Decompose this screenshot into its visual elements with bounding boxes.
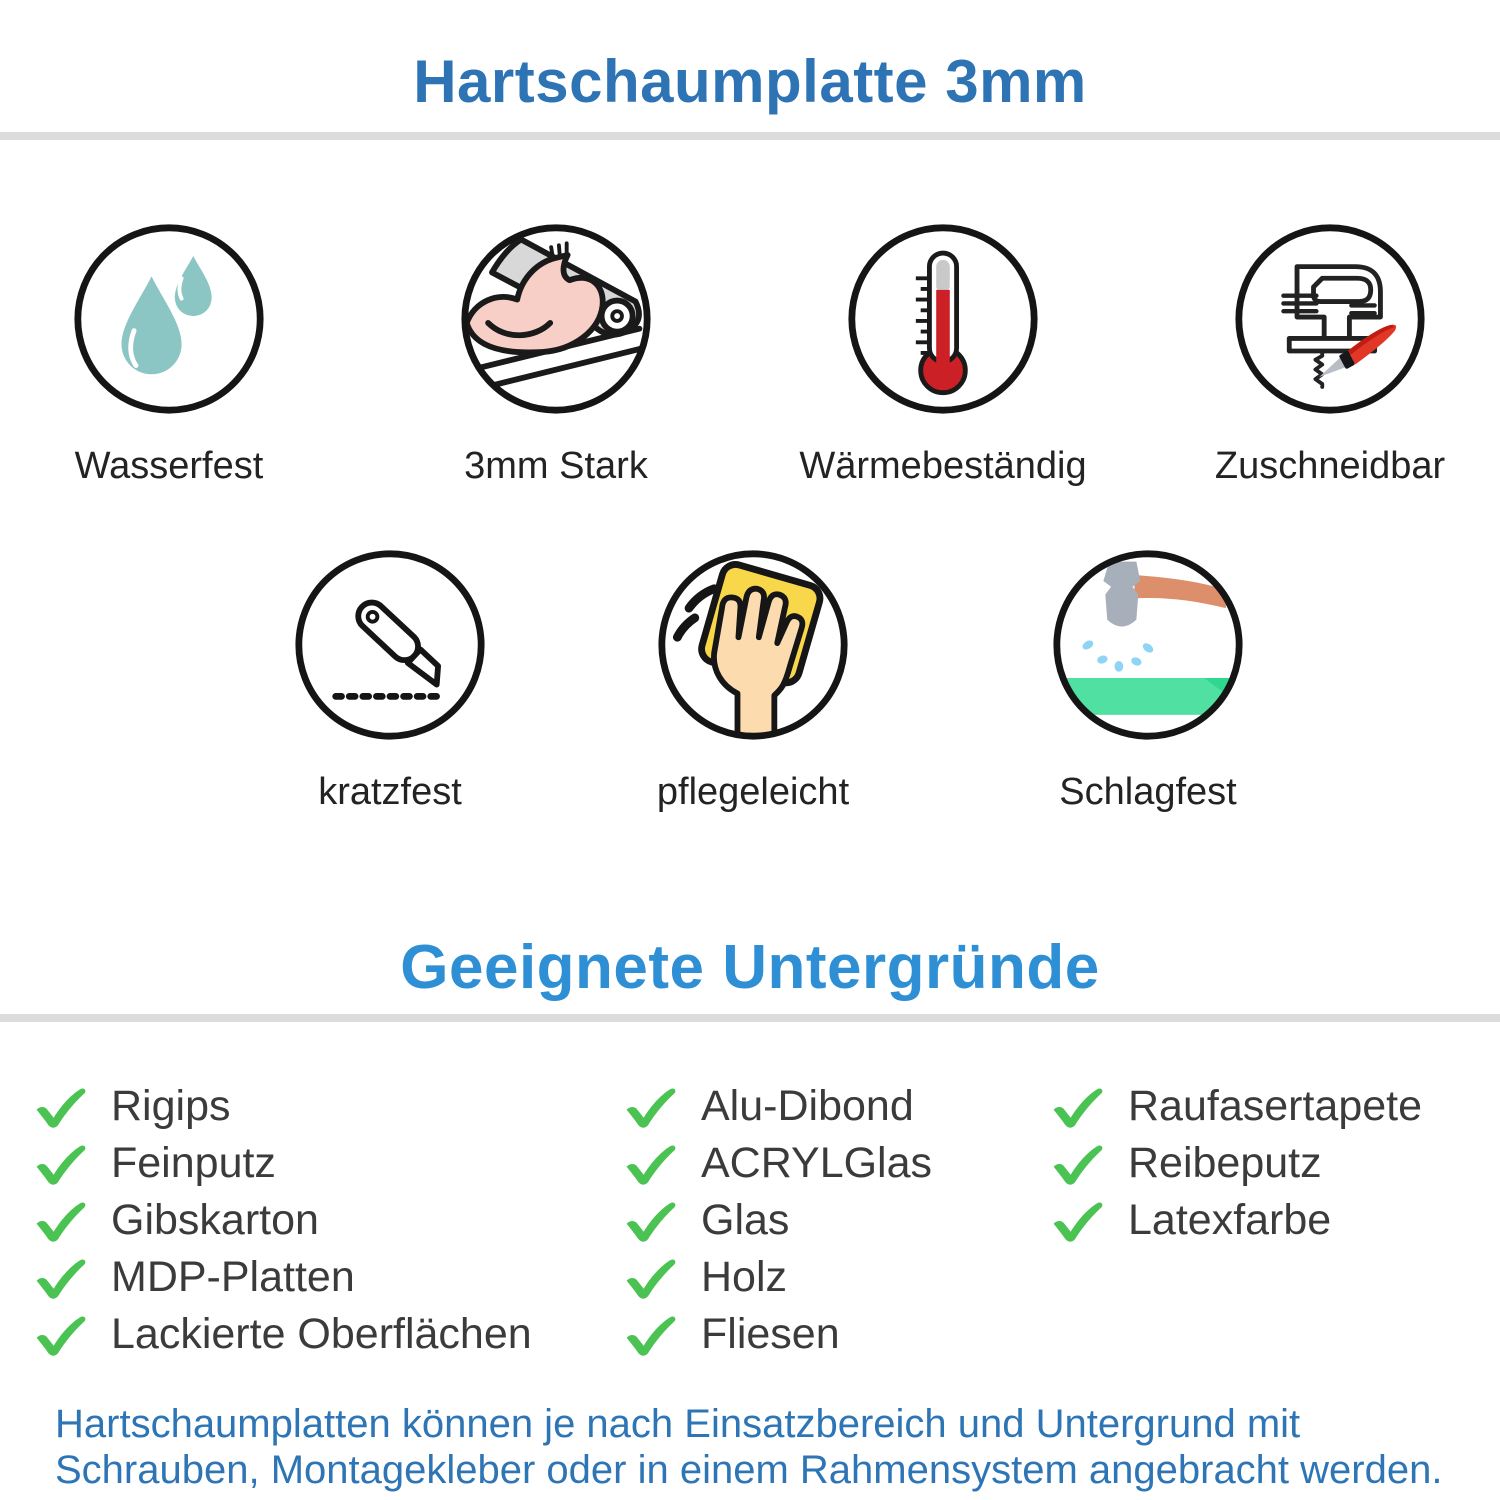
page-title: Hartschaumplatte 3mm	[413, 48, 1087, 115]
substrate-label: Holz	[701, 1253, 788, 1301]
check-icon	[1050, 1141, 1104, 1187]
feature-label: Wasserfest	[74, 445, 264, 487]
check-icon	[623, 1198, 677, 1244]
substrate-label: Feinputz	[111, 1139, 276, 1187]
check-icon	[33, 1312, 87, 1358]
flexed-arm-icon	[459, 222, 653, 416]
check-icon	[33, 1198, 87, 1244]
substrate-item	[623, 1249, 1050, 1306]
substrates-column-1	[33, 1078, 623, 1363]
substrate-label: Alu-Dibond	[701, 1082, 914, 1130]
feature-scratch-resistant	[225, 548, 555, 816]
substrate-label: Glas	[701, 1196, 790, 1244]
check-icon	[33, 1084, 87, 1130]
feature-3mm-strong	[391, 222, 721, 490]
section-title-substrates: Geeignete Untergründe	[400, 933, 1100, 1002]
check-icon	[623, 1141, 677, 1187]
feature-waterproof	[4, 222, 334, 490]
feature-easy-care	[588, 548, 918, 816]
substrates-column-2	[623, 1078, 1050, 1363]
substrate-item	[1050, 1135, 1500, 1192]
check-icon	[33, 1255, 87, 1301]
feature-row-2	[0, 548, 1500, 816]
substrate-item	[623, 1306, 1050, 1363]
divider-bar-bottom	[0, 1014, 1500, 1022]
feature-label: Schlagfest	[1059, 771, 1237, 813]
thermometer-icon	[846, 222, 1040, 416]
substrate-item	[623, 1135, 1050, 1192]
check-icon	[1050, 1198, 1104, 1244]
water-drops-icon	[72, 222, 266, 416]
wiping-hand-icon	[656, 548, 850, 742]
substrate-item	[33, 1249, 623, 1306]
substrate-label: Fliesen	[701, 1310, 840, 1358]
feature-cuttable	[1165, 222, 1495, 490]
substrate-item	[33, 1135, 623, 1192]
substrate-label: ACRYLGlas	[701, 1139, 933, 1187]
feature-row-1	[0, 222, 1500, 490]
feature-label: 3mm Stark	[464, 445, 648, 487]
footer-line-2: Schrauben, Montagekleber oder in einem Rahmensystem angebracht werden.	[55, 1448, 1443, 1492]
check-icon	[33, 1141, 87, 1187]
check-icon	[623, 1084, 677, 1130]
substrate-label: Latexfarbe	[1128, 1196, 1332, 1244]
check-icon	[1050, 1084, 1104, 1130]
substrate-label: Gibskarton	[111, 1196, 319, 1244]
feature-impact-resistant	[983, 548, 1313, 816]
substrate-label: Raufasertapete	[1128, 1082, 1423, 1130]
utility-knife-icon	[293, 548, 487, 742]
substrate-item	[33, 1192, 623, 1249]
feature-label: Wärmebeständig	[799, 445, 1087, 487]
substrate-item	[33, 1306, 623, 1363]
substrate-item	[1050, 1078, 1500, 1135]
substrate-label: Rigips	[111, 1082, 231, 1130]
feature-label: pflegeleicht	[656, 771, 850, 813]
footer-line-1: Hartschaumplatten können je nach Einsatzbereich und Untergrund mit	[55, 1402, 1301, 1446]
feature-label: Zuschneidbar	[1214, 445, 1446, 487]
substrate-item	[33, 1078, 623, 1135]
substrates-column-3	[1050, 1078, 1500, 1363]
check-icon	[623, 1255, 677, 1301]
feature-heat-resistant	[778, 222, 1108, 490]
hammer-impact-icon	[1051, 548, 1245, 742]
substrate-item	[1050, 1192, 1500, 1249]
check-icon	[623, 1312, 677, 1358]
jigsaw-knife-icon	[1233, 222, 1427, 416]
substrate-item	[623, 1192, 1050, 1249]
divider-bar-top	[0, 132, 1500, 140]
substrate-label: Reibeputz	[1128, 1139, 1322, 1187]
substrate-item	[623, 1078, 1050, 1135]
substrates-list	[0, 1078, 1500, 1363]
substrate-label: Lackierte Oberflächen	[111, 1310, 532, 1358]
substrate-label: MDP-Platten	[111, 1253, 355, 1301]
feature-label: kratzfest	[318, 771, 462, 813]
footer-note	[0, 1401, 1500, 1493]
